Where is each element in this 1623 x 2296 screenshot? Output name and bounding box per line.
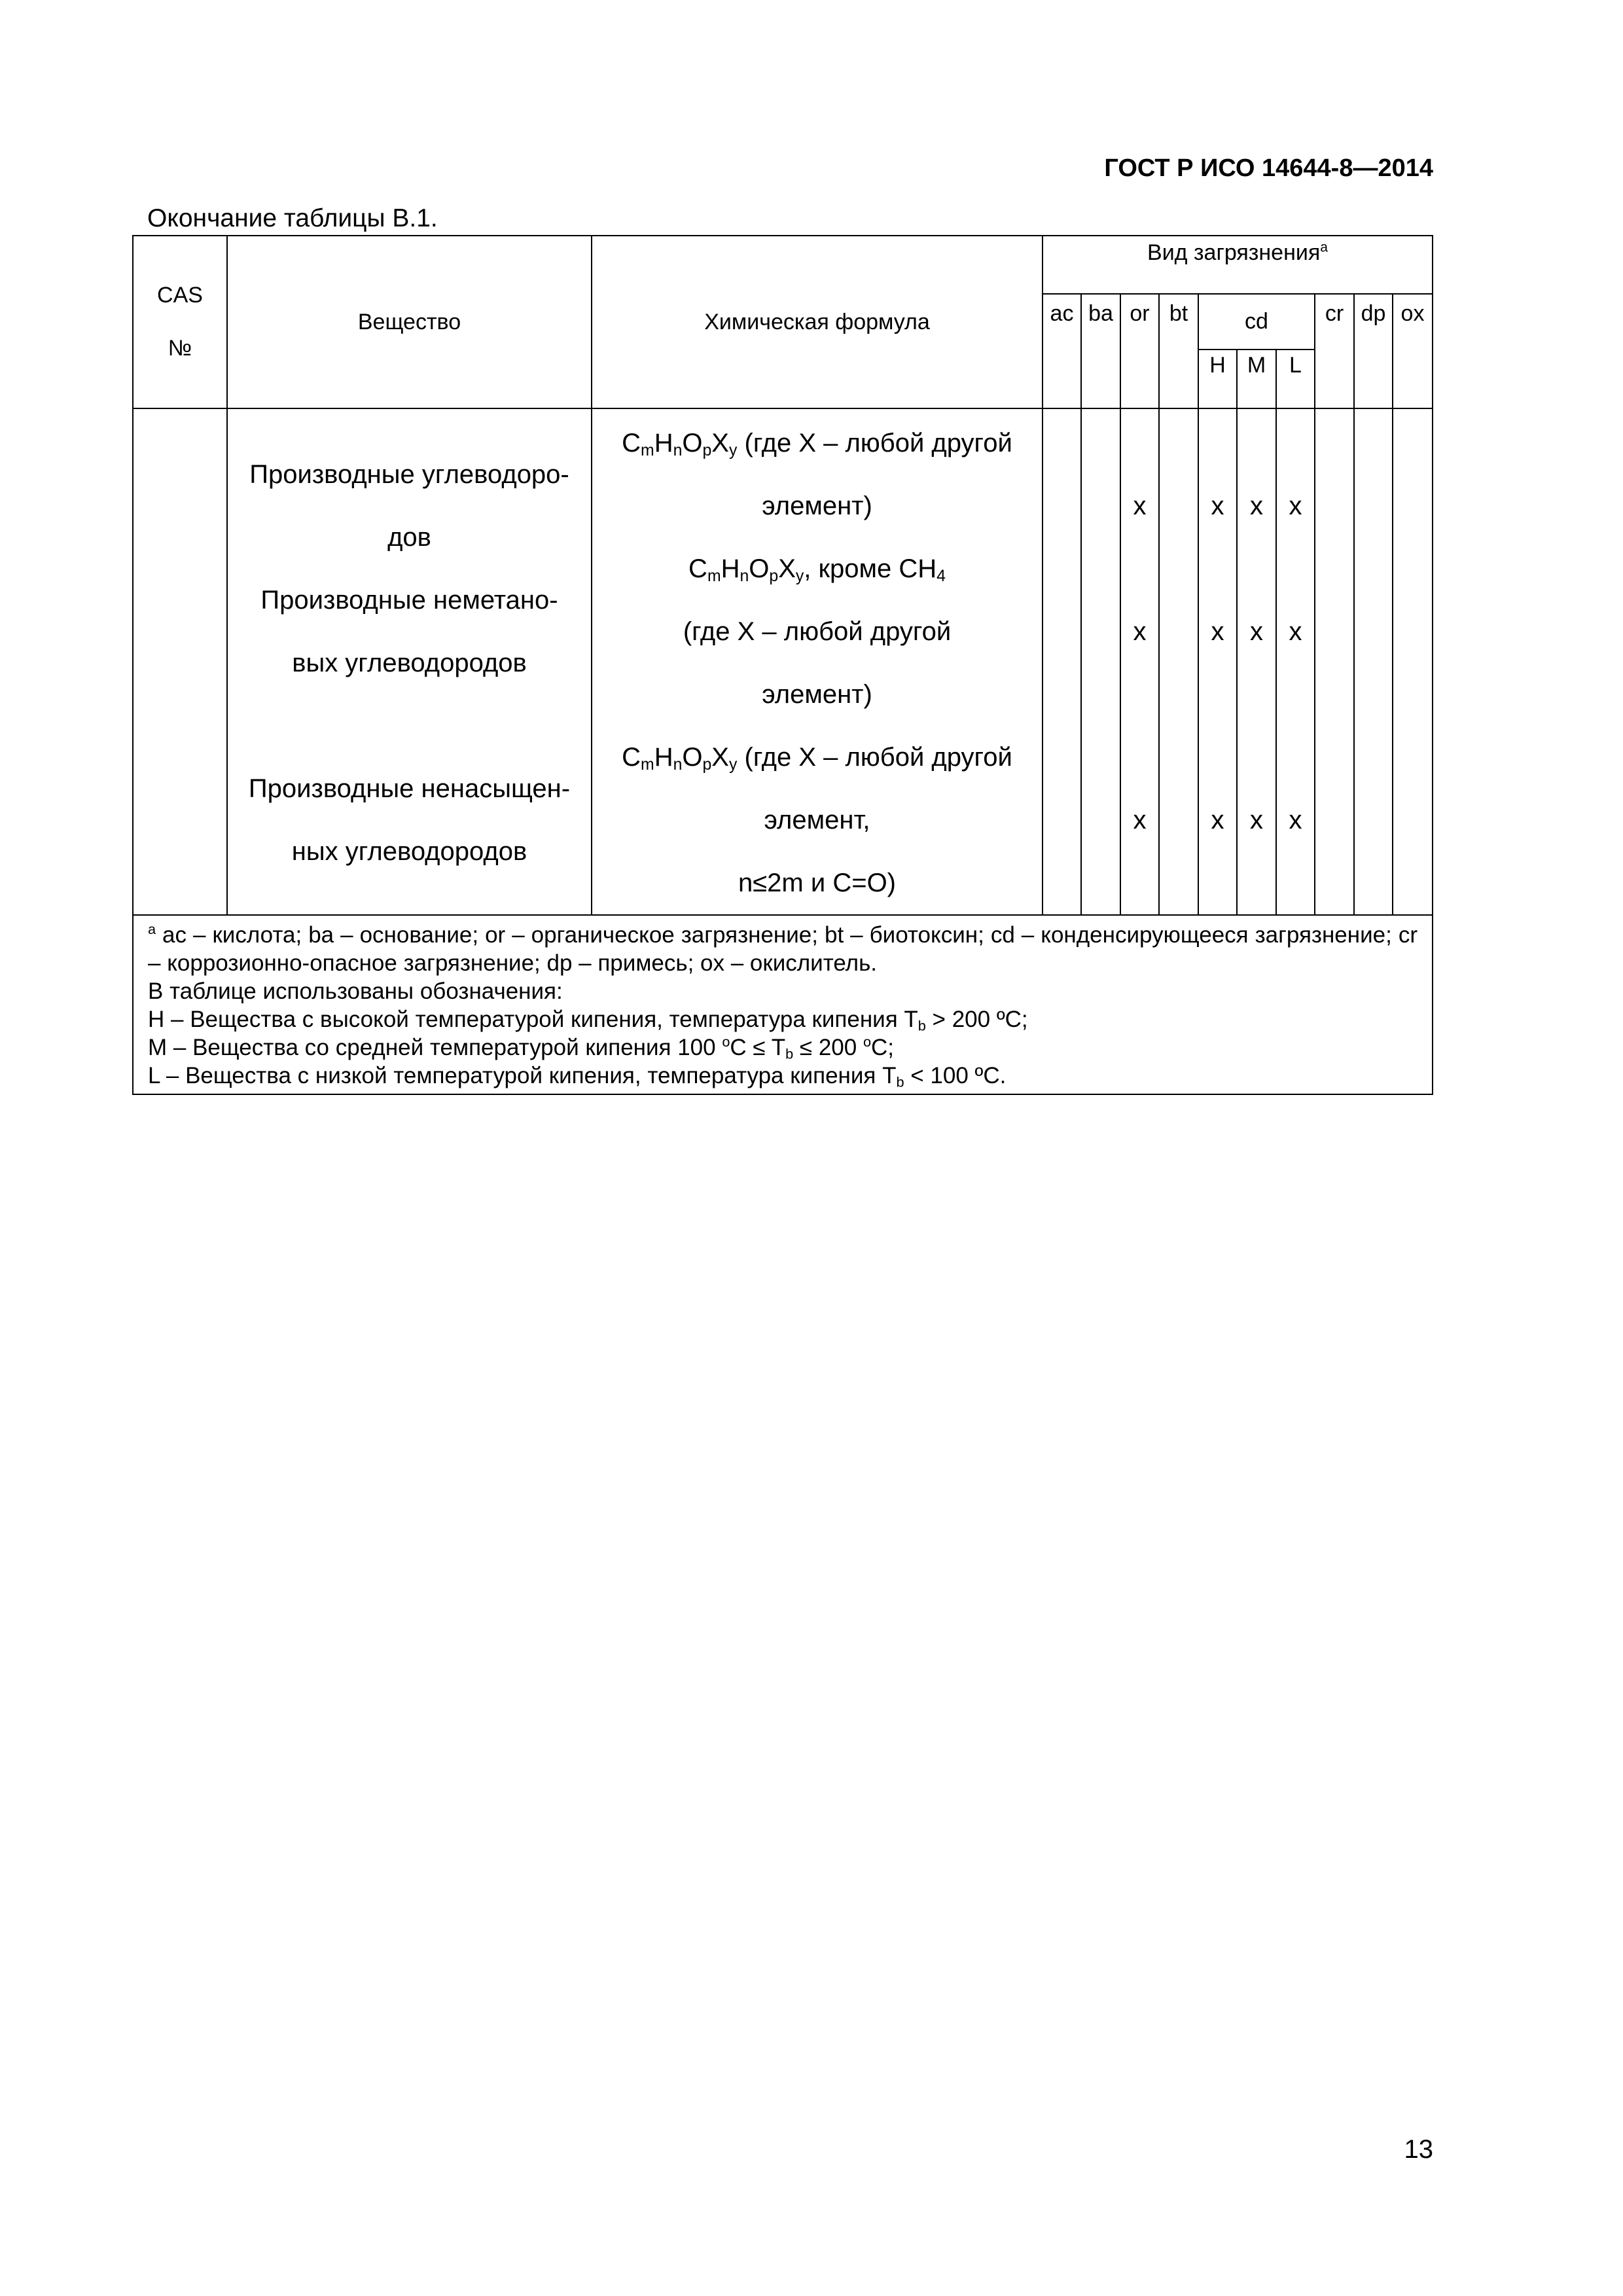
header-contamination-type [1043,236,1433,294]
header-contamination-footnote-mark: a [1320,240,1328,255]
formula-cell [592,408,1043,915]
mark-cell-m [1237,408,1276,915]
substance-line: Производные углеводоро- [249,460,569,489]
header-col-cd: cd [1198,294,1315,350]
document-code: ГОСТ Р ИСО 14644-8—2014 [1104,154,1433,182]
formula-line: $C_mH_nO_pX_y$ (где X – любой другой [622,743,1012,774]
substance-cell [227,408,592,915]
mark-cell-l [1276,408,1315,915]
header-cd-h: H [1198,350,1237,408]
table-caption: Окончание таблицы В.1. [147,204,438,232]
mark-cell-or [1120,408,1159,915]
header-formula: Химическая формула [592,236,1043,408]
mark: x [1211,492,1224,520]
note-abbreviations: $^a$ ac – кислота; ba – основание; or – органическое загрязнение; bt – биотоксин; cd – конденсирующееся загрязнение; cr – коррозионно-опасное загрязнение; dp – примесь; ox – окислитель. [148,920,1418,976]
mark: x [1250,806,1263,834]
note-h: H – Вещества с высокой температурой кипения, температура кипения $T_b > 200$ ºC; [148,1007,1028,1034]
substance-line: ных углеводородов [291,837,527,866]
mark: x [1289,617,1302,646]
mark: x [1211,806,1224,834]
table-notes [133,915,1433,1094]
header-col-bt: bt [1159,294,1198,408]
mark-cell-ox [1393,408,1433,915]
mark: x [1133,492,1147,520]
mark: x [1133,806,1147,834]
mark-cell-ba [1081,408,1120,915]
header-col-ox: ox [1393,294,1433,408]
header-cas-label: CAS [157,283,203,308]
mark-cell-bt [1159,408,1198,915]
formula-line: (где X – любой другой [683,617,952,646]
mark: x [1211,617,1224,646]
substance-line: дов [387,523,431,552]
substance-line: Производные неметано- [260,586,558,615]
page-number: 13 [1404,2135,1433,2164]
note-l: L – Вещества с низкой температурой кипения, температура кипения $T_b < 100$ ºC. [148,1063,1007,1090]
header-col-or: or [1120,294,1159,408]
formula-line: $C_mH_nO_pX_y$ (где X – любой другой [622,429,1012,460]
note-m: M – Вещества со средней температурой кипения 100 $^oC \le T_b \le 200$ $^o$C; [148,1033,894,1062]
header-col-ac: ac [1043,294,1081,408]
header-col-cr: cr [1315,294,1354,408]
header-cas-number-sign: № [168,336,192,361]
header-col-dp: dp [1354,294,1393,408]
mark-cell-ac [1043,408,1081,915]
header-cd-m: M [1237,350,1276,408]
mark: x [1289,806,1302,834]
notes-cell [133,915,1433,1094]
formula-line: элемент) [762,492,872,520]
header-cd-l: L [1276,350,1315,408]
header-col-ba: ba [1081,294,1120,408]
mark: x [1250,617,1263,646]
formula-line: n≤2m и C=O) [738,869,896,897]
mark: x [1133,617,1147,646]
mark-cell-cr [1315,408,1354,915]
mark: x [1250,492,1263,520]
mark: x [1289,492,1302,520]
footnote-mark: a [148,920,156,937]
header-contamination-label: Вид загрязнения [1147,240,1321,265]
header-substance: Вещество [227,236,592,408]
mark-cell-dp [1354,408,1393,915]
note-designations-intro: В таблице использованы обозначения: [148,978,563,1004]
formula-line: $C_mH_nO_pX_y$, кроме $CH_4$ [688,554,946,586]
formula-line: элемент) [762,680,872,709]
mark-cell-h [1198,408,1237,915]
header-cas [133,236,227,408]
cas-cell [133,408,227,915]
substance-line: Производные ненасыщен- [248,774,571,803]
contamination-table [132,235,1433,1095]
table-body [133,408,1433,915]
formula-line: элемент, [764,806,870,834]
substance-line: вых углеводородов [292,649,527,677]
